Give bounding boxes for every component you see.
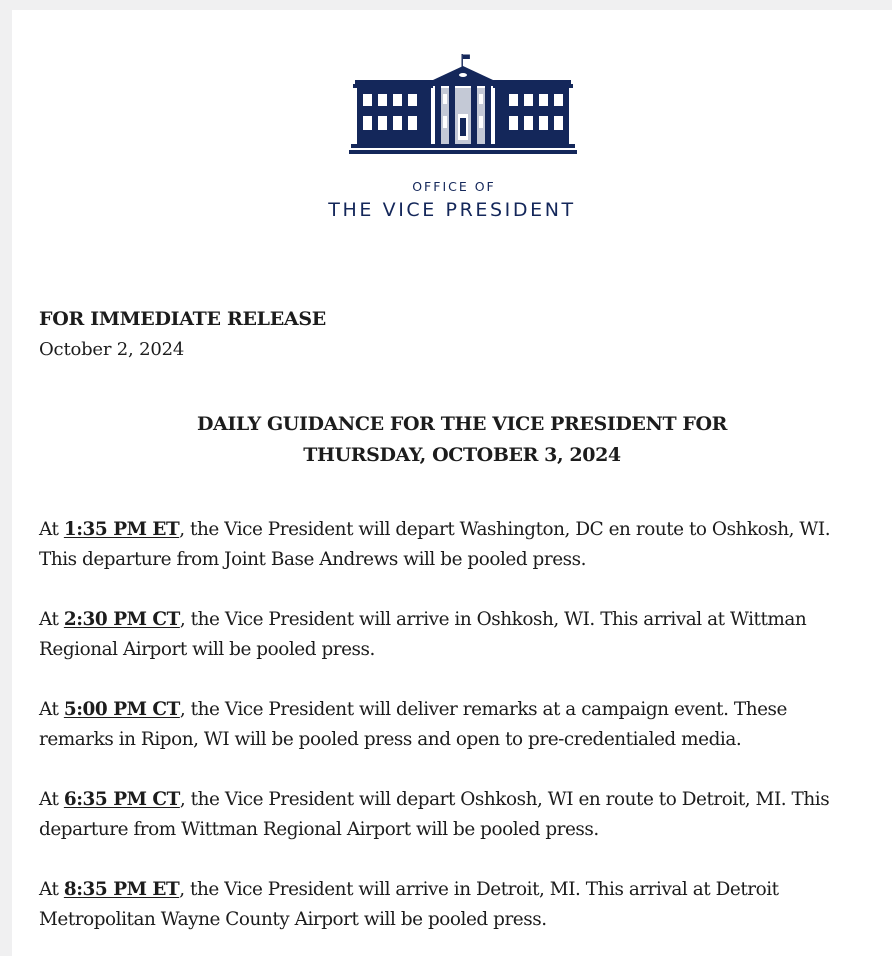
schedule-entry-line-1 [39, 605, 889, 635]
schedule-text: , the Vice President will arrive in Oshkosh, WI. This arrival at Wittman [179, 609, 807, 630]
schedule-prefix: At [39, 609, 64, 630]
schedule-entry [39, 785, 889, 845]
schedule-entry-line-1 [39, 875, 889, 905]
schedule-prefix: At [39, 879, 64, 900]
press-release-page [12, 10, 892, 956]
schedule-prefix: At [39, 789, 64, 810]
schedule-time: 5:00 PM CT [63, 699, 180, 720]
schedule-entry [39, 515, 889, 575]
schedule-entry-line-2: This departure from Joint Base Andrews will be pooled press. [39, 549, 587, 570]
white-house-logo [349, 54, 577, 158]
office-title: THE VICE PRESIDENT [328, 199, 576, 221]
schedule-text: , the Vice President will depart Washington, DC en route to Oshkosh, WI. [179, 519, 831, 540]
schedule-time: 6:35 PM CT [63, 789, 180, 810]
schedule-entry-line-2: remarks in Ripon, WI will be pooled press and open to pre-credentialed media. [39, 729, 742, 750]
schedule-text: , the Vice President will arrive in Detroit, MI. This arrival at Detroit [179, 879, 779, 900]
schedule-text: , the Vice President will deliver remarks at a campaign event. These [179, 699, 787, 720]
schedule-entry-line-1 [39, 515, 889, 545]
schedule-entry-line-2: departure from Wittman Regional Airport will be pooled press. [39, 819, 599, 840]
schedule-entry-line-2: Metropolitan Wayne County Airport will be pooled press. [39, 909, 547, 930]
schedule-text: , the Vice President will depart Oshkosh, WI en route to Detroit, MI. This [179, 789, 830, 810]
office-of-label: OFFICE OF [412, 179, 496, 194]
schedule-prefix: At [39, 699, 64, 720]
schedule-entry-line-1 [39, 785, 889, 815]
schedule-time: 8:35 PM ET [63, 879, 180, 900]
schedule-entry [39, 695, 889, 755]
guidance-heading-line-1: DAILY GUIDANCE FOR THE VICE PRESIDENT FOR [196, 413, 728, 435]
schedule-prefix: At [39, 519, 64, 540]
schedule-entry [39, 605, 889, 665]
schedule-time: 1:35 PM ET [63, 519, 180, 540]
schedule-entry [39, 875, 889, 935]
schedule-entry-line-2: Regional Airport will be pooled press. [39, 639, 375, 660]
schedule-entry-line-1 [39, 695, 889, 725]
guidance-heading-line-2: THURSDAY, OCTOBER 3, 2024 [303, 444, 621, 466]
release-date: October 2, 2024 [39, 339, 185, 360]
schedule-time: 2:30 PM CT [63, 609, 180, 630]
release-label: FOR IMMEDIATE RELEASE [39, 308, 326, 330]
